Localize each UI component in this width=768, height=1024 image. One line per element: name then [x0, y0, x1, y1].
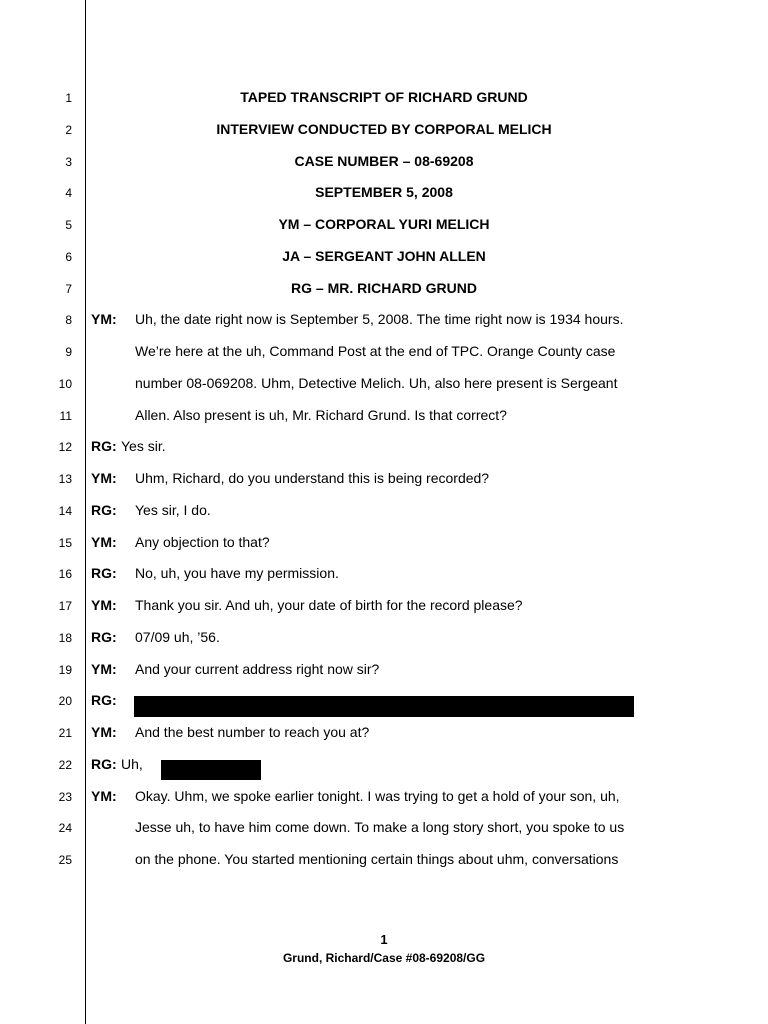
line-number: 24	[58, 821, 72, 836]
header-line	[0, 121, 768, 153]
line-number: 14	[58, 503, 72, 518]
line-number: 3	[65, 154, 72, 169]
dialogue-text: Uh,	[121, 755, 143, 772]
speaker-label: YM:	[91, 470, 117, 486]
line-number: 4	[65, 186, 72, 201]
header-line	[0, 216, 768, 248]
transcript-line	[0, 534, 768, 566]
transcript-line	[0, 661, 768, 693]
speaker-label: YM:	[91, 597, 117, 613]
dialogue-text: And the best number to reach you at?	[135, 724, 370, 740]
header-text: SEPTEMBER 5, 2008	[315, 184, 453, 201]
header-line	[0, 89, 768, 121]
transcript-line	[0, 438, 768, 470]
line-number: 18	[58, 630, 72, 645]
line-number: 15	[58, 535, 72, 550]
speaker-label: YM:	[91, 311, 117, 328]
dialogue-text: 07/09 uh, ’56.	[135, 628, 220, 645]
transcript-line	[0, 311, 768, 343]
header-text: TAPED TRANSCRIPT OF RICHARD GRUND	[240, 89, 528, 105]
dialogue-text: Uh, the date right now is September 5, 2008. The time right now is 1934 hours.	[135, 311, 624, 328]
speaker-label: YM:	[91, 787, 117, 804]
speaker-label: RG:	[91, 692, 117, 709]
dialogue-text: Thank you sir. And uh, your date of birth for the record please?	[135, 597, 523, 613]
line-number: 6	[65, 249, 72, 264]
line-number: 9	[65, 345, 72, 359]
line-number: 21	[58, 726, 72, 740]
header-text: CASE NUMBER – 08-69208	[294, 152, 474, 169]
footer-reference: Grund, Richard/Case #08-69208/GG	[282, 951, 486, 965]
header-line	[0, 280, 768, 312]
header-text: YM – CORPORAL YURI MELICH	[278, 216, 490, 232]
redaction-bar	[161, 760, 261, 780]
transcript-line	[0, 375, 768, 407]
dialogue-text: Uhm, Richard, do you understand this is being recorded?	[135, 470, 490, 486]
transcript-line	[0, 565, 768, 597]
line-number: 12	[58, 440, 72, 455]
dialogue-text: number 08-069208. Uhm, Detective Melich. Uh, also here present is Sergeant	[135, 374, 618, 391]
dialogue-text: Okay. Uhm, we spoke earlier tonight. I was trying to get a hold of your son, uh,	[135, 787, 620, 804]
transcript-line	[0, 851, 768, 883]
speaker-label: RG:	[91, 565, 117, 582]
dialogue-text: Allen. Also present is uh, Mr. Richard Grund. Is that correct?	[135, 406, 507, 423]
header-line	[0, 248, 768, 280]
transcript-line	[0, 470, 768, 502]
transcript-line	[0, 788, 768, 820]
line-number: 2	[65, 122, 72, 137]
header-text: JA – SERGEANT JOHN ALLEN	[282, 247, 486, 264]
line-number: 10	[58, 376, 72, 391]
dialogue-text: And your current address right now sir?	[135, 660, 380, 677]
dialogue-text: We’re here at the uh, Command Post at the end of TPC. Orange County case	[135, 343, 616, 359]
transcript-line	[0, 629, 768, 661]
speaker-label: YM:	[91, 533, 117, 550]
transcript-line	[0, 724, 768, 756]
line-number: 20	[58, 694, 72, 709]
transcript-line	[0, 597, 768, 629]
speaker-label: YM:	[91, 724, 117, 740]
transcript-line	[0, 819, 768, 851]
header-text: INTERVIEW CONDUCTED BY CORPORAL MELICH	[216, 120, 552, 137]
line-number: 19	[58, 662, 72, 677]
line-number: 16	[58, 567, 72, 582]
line-number: 23	[58, 789, 72, 804]
line-number: 8	[65, 313, 72, 328]
line-number: 13	[58, 472, 72, 486]
transcript-line	[0, 343, 768, 375]
transcript-line	[0, 692, 768, 724]
speaker-label: RG:	[91, 501, 117, 518]
dialogue-text: No, uh, you have my permission.	[135, 565, 339, 582]
dialogue-text: Yes sir.	[121, 438, 166, 455]
line-number: 1	[65, 91, 72, 105]
dialogue-text: Yes sir, I do.	[135, 501, 211, 518]
line-number: 17	[58, 599, 72, 613]
dialogue-text: on the phone. You started mentioning certain things about uhm, conversations	[135, 851, 619, 867]
line-number: 25	[58, 853, 72, 867]
speaker-label: RG:	[91, 628, 117, 645]
header-line	[0, 184, 768, 216]
transcript-line	[0, 756, 768, 788]
dialogue-text: Jesse uh, to have him come down. To make a long story short, you spoke to us	[135, 819, 625, 836]
speaker-label: RG:	[91, 438, 117, 455]
line-number: 7	[65, 281, 72, 296]
speaker-label: RG:	[91, 755, 117, 772]
redaction-bar	[134, 696, 634, 717]
header-line	[0, 153, 768, 185]
line-number: 11	[59, 408, 72, 423]
transcript-line	[0, 502, 768, 534]
speaker-label: YM:	[91, 660, 117, 677]
line-number: 5	[65, 218, 72, 232]
line-number: 22	[58, 757, 72, 772]
transcript-line	[0, 407, 768, 439]
header-text: RG – MR. RICHARD GRUND	[291, 279, 477, 296]
dialogue-text: Any objection to that?	[135, 533, 270, 550]
page-number: 1	[380, 932, 388, 947]
